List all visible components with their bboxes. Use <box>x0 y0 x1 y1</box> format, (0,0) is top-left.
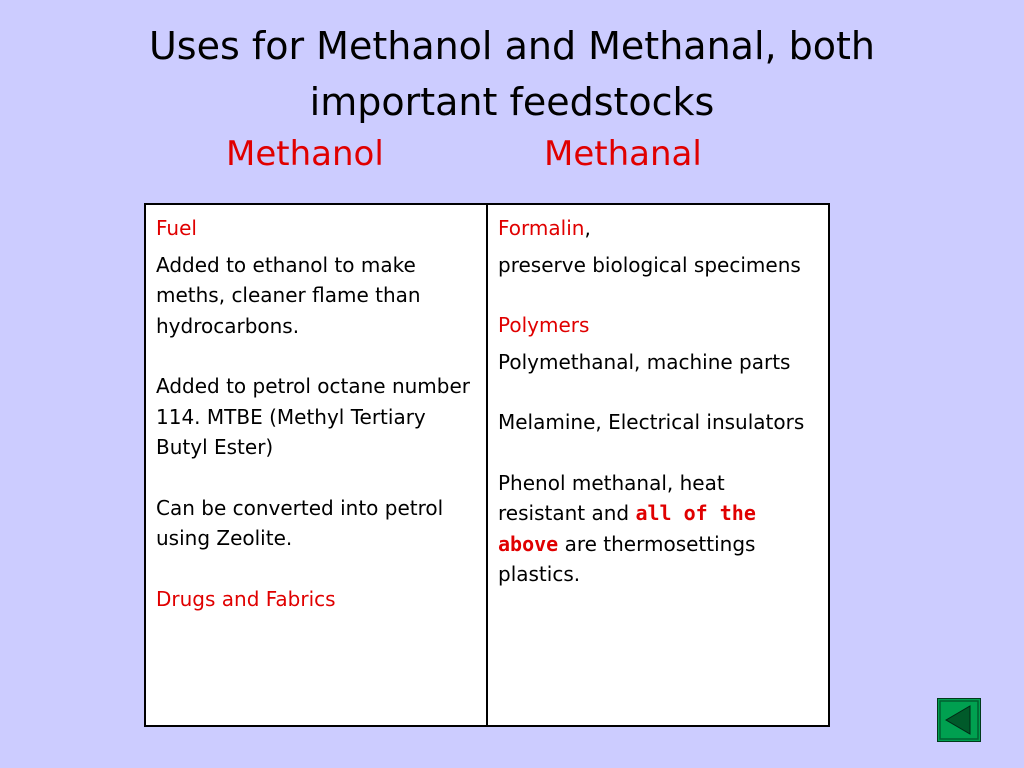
phenol-text-post: are thermosettings plastics. <box>498 531 756 586</box>
back-arrow-icon <box>938 699 980 741</box>
fuel-heading: Fuel <box>156 216 197 240</box>
uses-table <box>144 203 830 727</box>
back-nav-button[interactable] <box>937 698 981 742</box>
ethanol-use: Added to ethanol to make meths, cleaner flame than hydrocarbons. <box>156 252 421 338</box>
formalin-comma: , <box>584 216 591 240</box>
formalin-heading: Formalin <box>498 216 585 240</box>
table-row <box>145 204 829 726</box>
zeolite-use: Can be converted into petrol using Zeolite. <box>156 495 444 550</box>
methanol-cell <box>145 204 487 726</box>
methanol-heading: Methanol <box>226 134 384 174</box>
polymethanal-use: Polymethanal, machine parts <box>498 349 791 374</box>
phenol-text-pre: Phenol methanal, heat resistant and <box>498 470 725 525</box>
preserve-use: preserve biological specimens <box>498 252 801 277</box>
methanal-heading: Methanal <box>544 134 702 174</box>
melamine-use: Melamine, Electrical insulators <box>498 410 805 434</box>
petrol-use: Added to petrol octane number 114. MTBE (Methyl Tertiary Butyl Ester) <box>156 374 471 459</box>
methanal-cell <box>487 204 829 726</box>
drugs-fabrics-use: Drugs and Fabrics <box>156 586 336 611</box>
formalin-line <box>498 213 818 244</box>
phenol-use <box>498 468 818 590</box>
slide-title: Uses for Methanol and Methanal, both important feedstocks <box>148 24 876 124</box>
polymers-heading: Polymers <box>498 313 590 337</box>
phenol-highlight: all of the above <box>498 501 756 556</box>
